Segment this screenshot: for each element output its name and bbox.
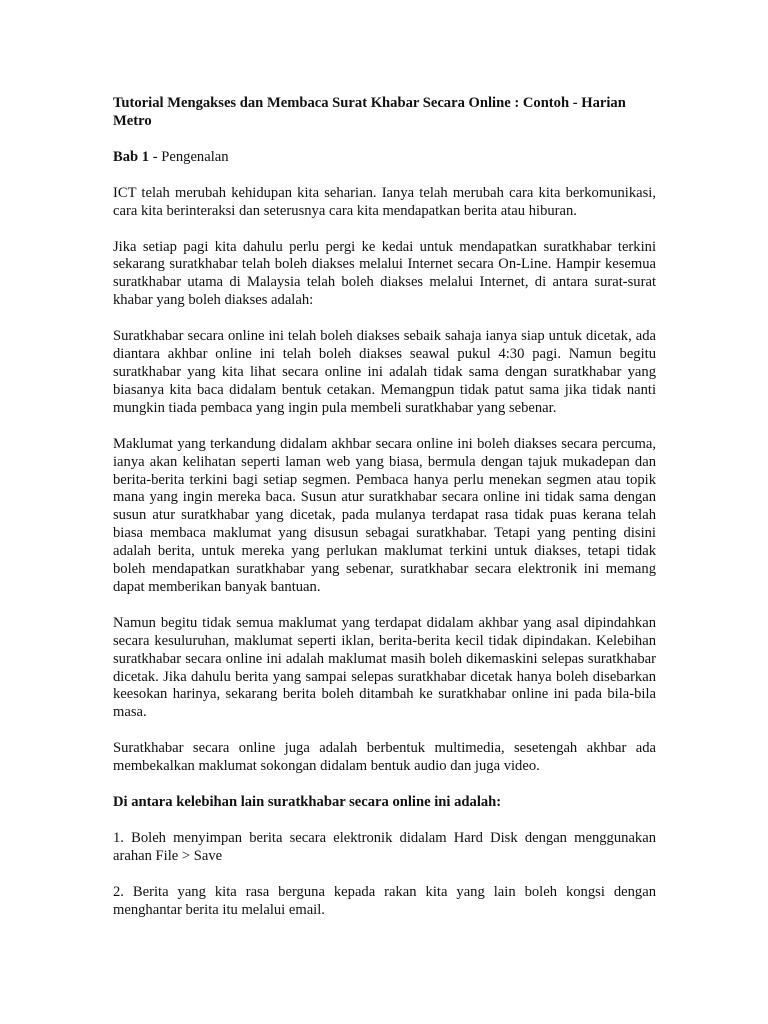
document-title: Tutorial Mengakses dan Membaca Surat Khabar Secara Online : Contoh - Harian Metro xyxy=(113,95,626,129)
advantages-subheading: Di antara kelebihan lain suratkhabar secara online ini adalah: xyxy=(113,794,502,811)
chapter-label: Bab 1 xyxy=(113,148,150,165)
chapter-name: Pengenalan xyxy=(161,148,229,165)
paragraph-multimedia: Suratkhabar secara online juga adalah berbentuk multimedia, sesetengah akhbar ada membekalkan maklumat sokongan didalam bentuk audio dan juga video. xyxy=(113,740,656,775)
paragraph-access: Jika setiap pagi kita dahulu perlu pergi ke kedai untuk mendapatkan suratkhabar terkini sekarang suratkhabar telah boleh diakses melalui Internet secara On-Line. Hampir kesemua suratkhabar utama di Malaysia telah boleh diakses melalui Internet, di antara surat-surat khabar yang boleh diakses adalah: xyxy=(113,238,656,309)
paragraph-intro: ICT telah merubah kehidupan kita seharian. Ianya telah merubah cara kita berkomunikasi, cara kita berinteraksi dan seterusnya cara kita mendapatkan berita atau hiburan. xyxy=(113,184,656,219)
document-page xyxy=(113,95,656,938)
chapter-heading xyxy=(113,149,656,167)
paragraph-limitations: Namun begitu tidak semua maklumat yang terdapat didalam akhbar yang asal dipindahkan secara kesuluruhan, maklumat seperti iklan, berita-berita kecil tidak dipindakan. Kelebihan suratkhabar secara online ini adalah maklumat masih boleh dikemaskini selepas suratkhabar dicetak. Jika dahulu berita yang sampai selepas suratkhabar dicetak hanya boleh disebarkan keesokan harinya, sekarang berita boleh ditambah ke suratkhabar online ini pada bila-bila masa. xyxy=(113,614,656,721)
chapter-separator: - xyxy=(149,148,162,165)
list-item: 2. Berita yang kita rasa berguna kepada rakan kita yang lain boleh kongsi dengan menghantar berita itu melalui email. xyxy=(113,883,656,918)
paragraph-online-timing: Suratkhabar secara online ini telah boleh diakses sebaik sahaja ianya siap untuk dicetak, ada diantara akhbar online ini telah boleh diakses seawal pukul 4:30 pagi. Namun begitu suratkhabar yang kita lihat secara online ini adalah tidak sama dengan suratkhabar yang biasanya kita baca didalam bentuk cetakan. Memangpun tidak patut sama jika tidak nanti mungkin tiada pembaca yang ingin pula membeli suratkhabar yang sebenar. xyxy=(113,328,656,416)
paragraph-content: Maklumat yang terkandung didalam akhbar secara online ini boleh diakses secara percuma, ianya akan kelihatan seperti laman web yang biasa, bermula dengan tajuk mukadepan dan berita-berita terkini bagi setiap segmen. Pembaca hanya perlu menekan segmen atau topik mana yang ingin mereka baca. Susun atur suratkhabar secara online ini tidak sama dengan susun atur suratkhabar yang dicetak, pada mulanya terdapat rasa tidak puas kerana telah biasa membaca maklumat yang disusun sebagai suratkhabar. Tetapi yang penting disini adalah berita, untuk mereka yang perlukan maklumat terkini untuk diakses, tetapi tidak boleh mendapatkan suratkhabar yang sebenar, suratkhabar secara elektronik ini memang dapat memberikan banyak bantuan. xyxy=(113,435,656,595)
list-item: 1. Boleh menyimpan berita secara elektronik didalam Hard Disk dengan menggunakan arahan File > Save xyxy=(113,830,656,864)
